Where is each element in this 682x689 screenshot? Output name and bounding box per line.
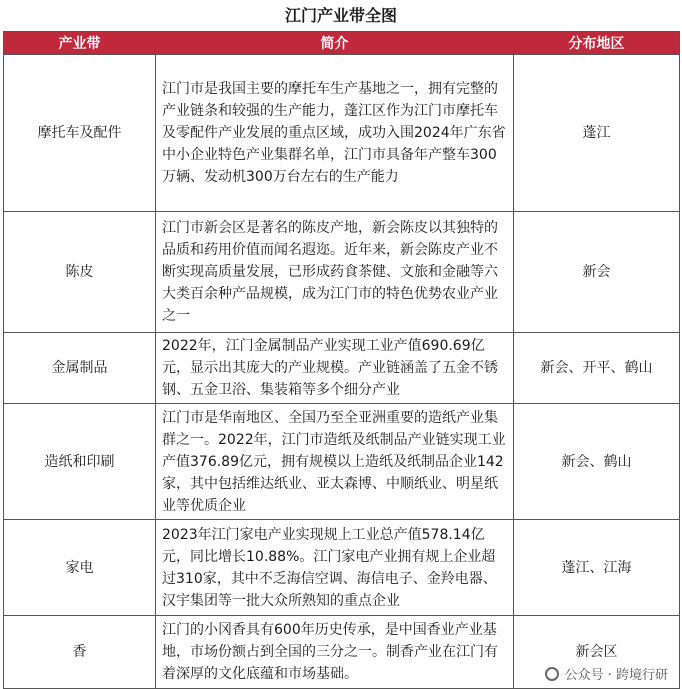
industry-description: 2023年江门家电产业实现规上工业总产值578.14亿元，同比增长10.88%。江门家电产业拥有规上企业超过310家，其中不乏海信空调、海信电子、金羚电器、汉宇集团等一批大众所熟知的重点企业 (156, 520, 514, 616)
industry-name: 香 (4, 616, 156, 689)
table-row (4, 520, 680, 616)
industry-name: 家电 (4, 520, 156, 616)
table-row (4, 333, 680, 404)
header-region: 分布地区 (514, 32, 680, 55)
industry-name: 摩托车及配件 (4, 55, 156, 212)
watermark-text: 公众号 · 跨境行研 (564, 668, 668, 683)
page-title: 江门产业带全图 (284, 6, 397, 25)
header-industry: 产业带 (4, 32, 156, 55)
industry-region: 新会、开平、鹤山 (514, 333, 680, 404)
industry-name: 陈皮 (4, 212, 156, 333)
table-row (4, 55, 680, 212)
header-description: 简介 (156, 32, 514, 55)
industry-region: 蓬江、江海 (514, 520, 680, 616)
table-header-row (4, 32, 680, 55)
table-row (4, 404, 680, 520)
industry-description: 江门市是华南地区、全国乃至全亚洲重要的造纸产业集群之一。2022年，江门市造纸及纸制品产业链实现工业产值376.89亿元，拥有规模以上造纸及纸制品企业142家，其中包括维达纸业、亚太森博、中顺纸业、明星纸业等优质企业 (156, 404, 514, 520)
industry-description: 江门市新会区是著名的陈皮产地，新会陈皮以其独特的品质和药用价值而闻名遐迩。近年来，新会陈皮产业不断实现高质量发展，已形成药食茶健、文旅和金融等六大类百余种产品规模，成为江门市的特色优势农业产业之一 (156, 212, 514, 333)
industry-region: 新会、鹤山 (514, 404, 680, 520)
industry-table (3, 31, 680, 689)
wechat-icon (545, 667, 559, 681)
industry-name: 造纸和印刷 (4, 404, 156, 520)
industry-region: 新会 (514, 212, 680, 333)
watermark (545, 664, 668, 683)
industry-description: 2022年，江门金属制品产业实现工业产值690.69亿元，显示出其庞大的产业规模。产业链涵盖了五金不锈钢、五金卫浴、集装箱等多个细分产业 (156, 333, 514, 404)
table-row (4, 212, 680, 333)
industry-region: 新会区 (514, 616, 680, 689)
industry-name: 金属制品 (4, 333, 156, 404)
industry-description: 江门市是我国主要的摩托车生产基地之一，拥有完整的产业链条和较强的生产能力，蓬江区作为江门市摩托车及零配件产业发展的重点区域，成功入围2024年广东省中小企业特色产业集群名单，江门市具备年产整车300万辆、发动机300万台左右的生产能力 (156, 55, 514, 212)
industry-region: 蓬江 (514, 55, 680, 212)
industry-description: 江门的小冈香具有600年历史传承，是中国香业产业基地，市场份额占到全国的三分之一。制香产业在江门有着深厚的文化底蕴和市场基础。 (156, 616, 514, 689)
